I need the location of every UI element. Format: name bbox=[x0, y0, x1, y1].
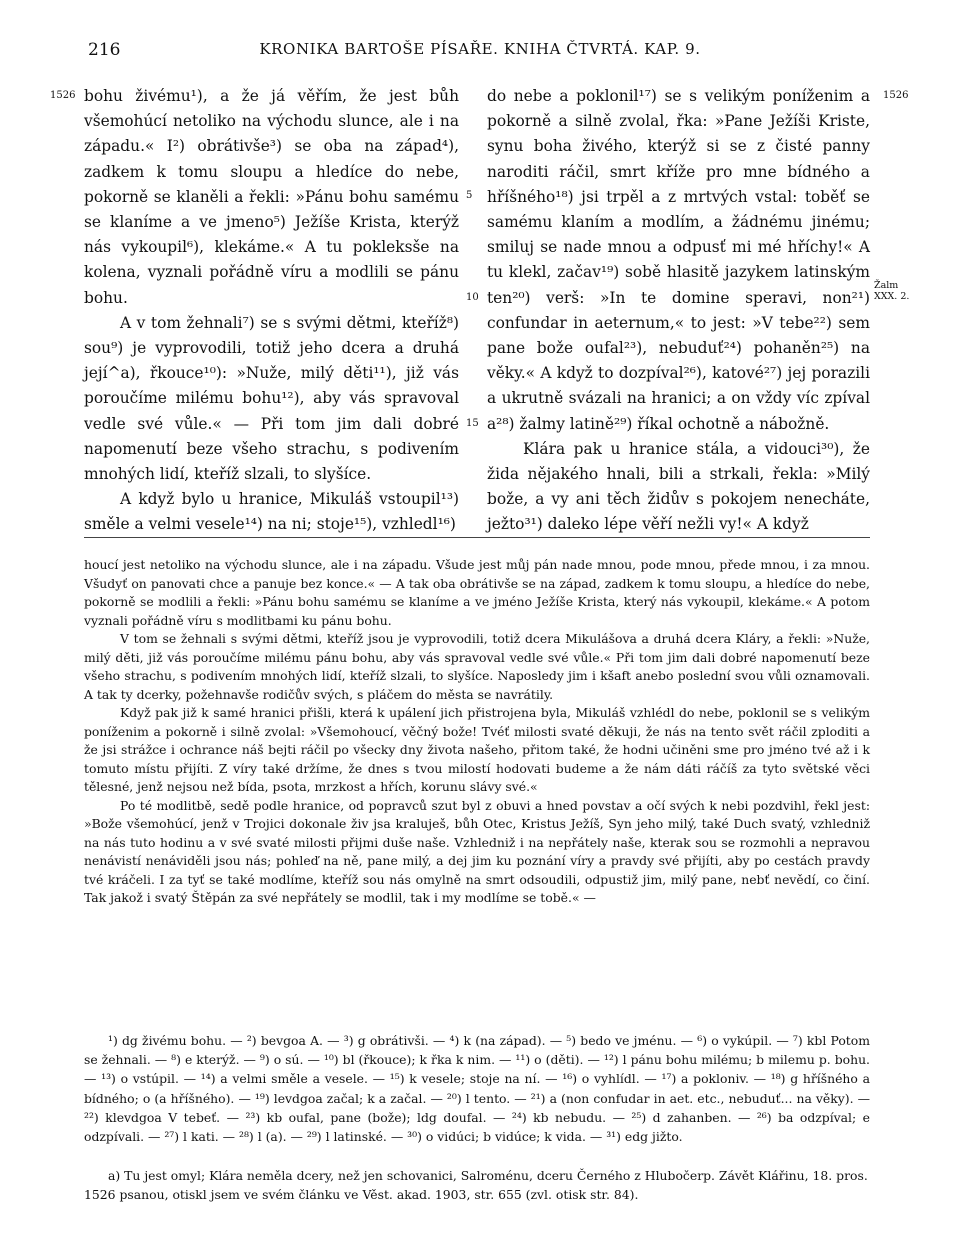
variant-readings: ¹) dg živému bohu. — ²) bevgoa A. — ³) g obrátivši. — ⁴) k (na západ). — ⁵) bedo ve jménu. — ⁶) o vykúpil. — ⁷) kbl Potom se žehnali. — ⁸) e kterýž. — ⁹) o sú. — ¹⁰) bl (řkouce); k řka k nim. — ¹¹) o (děti). — ¹²) l pánu bohu milému; b milemu p. bohu. — ¹³) o vstúpil. — ¹⁴) a velmi směle a vesele. — ¹⁵) k vesele; stoje na ní. — ¹⁶) o vyhlídl. — ¹⁷) a pokloniv. — ¹⁸) g hříšného a bídného; o (a hříšného). — ¹⁹) levdgoa začal; k a začal. — ²⁰) l tento. — ²¹) a (non confudar in aet. etc., nebuduť... na věky). — ²²) klevdgoa V tebeť. — ²³) kb oufal, pane (bože); ldg doufal. — ²⁴) kb nebudu. — ²⁵) d zahanben. — ²⁶) ba odzpíval; e odzpívali. — ²⁷) l kati. — ²⁸) l (a). — ²⁹) l latinské. — ³⁰) o vidúci; b vidúce; k vida. — ³¹) edg jižto. bbox=[84, 1033, 870, 1145]
line-number-15: 15 bbox=[466, 418, 479, 429]
running-title: KRONIKA BARTOŠE PÍSAŘE. KNIHA ČTVRTÁ. KAP. 9. bbox=[259, 40, 701, 58]
right-paragraph-2: Klára pak u hranice stála, a vidouci³⁰), že žida nějakého hnali, bili a strkali, řekla: »Milý bože, a vy ani těch židův s pokojem nenecháte, ježto³¹) daleko lépe věří nežli vy!« A když bbox=[487, 439, 870, 534]
psalm-reference: Žalm XXX. 2. bbox=[874, 280, 910, 302]
left-paragraph-1: bohu živému¹), a že já věřím, že jest bůh všemohúcí netoliko na východu slunce, ale i na západu.« I²) obrátivše³) se oba na západ⁴), zadkem k tomu sloupu a hledíce do nebe, pokorně se klaněli a řekli: »Pánu bohu samému se klaníme a ve jmeno⁵) Ježíše Krista, kterýž nás vykoupil⁶), klekáme.« A tu pokleksše na kolena, vyznali pořádně víru a modlili se pánu bohu. bbox=[84, 87, 459, 307]
line-number-5: 5 bbox=[466, 190, 473, 201]
parallel-paragraph-1: houcí jest netoliko na východu slunce, ale i na západu. Všude jest můj pán nade mnou, pode mnou, přede mnou, i za mnou. Všudyť on panovati chce a panuje bez konce.« — A tak oba obrátivše se na západ, zadkem k tomu sloupu, a hledíce do nebe, pokorně se modlili a řekli: »Pánu bohu samému se klaníme a ve jméno Ježíše Krista, který nás vykoupil, klekáme.« A potom vyznali pořádně víru s modlitbami ku pánu bohu. bbox=[84, 557, 870, 628]
page-header bbox=[80, 40, 880, 64]
right-paragraph-1: do nebe a poklonil¹⁷) se s velikým poníženim a pokorně a silně zvolal, řka: »Pane Ježíši Kriste, synu boha živého, kterýž si se z čisté panny naroditi ráčil, smrt kříže pro mne bídného a hříšného¹⁸) jsi trpěl a z mrtvých vstal: toběť se samému klaním a modlím, a žádnému jinému; smiluj se nade mnou a odpusť mi mé hříchy!« A tu klekl, začav¹⁹) sobě hlasitě jazykem latinským ten²⁰) verš: »In te domine speravi, non²¹) confundar in aeternum,« to jest: »V tebe²²) sem pane bože oufal²³), nebuduť²⁴) pohaněn²⁵) na věky.« A když to dozpíval²⁶), katové²⁷) jej porazili a ukrutně svázali na hranici; a on vždy víc zpíval a²⁸) žalmy latině²⁹) říkal ochotně a nábožně. bbox=[487, 87, 870, 433]
left-column bbox=[84, 84, 459, 538]
line-number-10: 10 bbox=[466, 292, 479, 303]
parallel-paragraph-4: Po té modlitbě, sedě podle hranice, od popravců szut byl z obuvi a hned povstav a očí svých k nebi pozdvihl, řekl jest: »Bože všemohúcí, jenž v Trojici dokonale živ jsa kraluješ, bůh Otec, Kristus Ježíš, Syn jeho milý, také Duch svatý, vzhledniž na nás tuto hodinu a v své svaté milosti přijmi duše naše. Vzhledniž i na nepřátely naše, kterak sou se rozmohli a nepravou nenávistí nenáviděli jsou nás; pohleď na ně, pane milý, a dej jim ku poznání víry a pravdy své přijíti, aby po cestách pravdy tvé kráčeli. I za tyť se také modlíme, kteříž sou nás omylně na smrt odsoudili, odpustiž jim, milý pane, nebť nevědí, co činí. Tak jakož i svatý Štěpán za své nepřátely se modlil, tak i my modlíme se tobě.« — bbox=[84, 797, 870, 905]
margin-year-right: 1526 bbox=[883, 90, 909, 101]
parallel-text bbox=[84, 556, 870, 908]
right-column bbox=[487, 84, 870, 538]
footnote-a: a) Tu jest omyl; Klára neměla dcery, než jen schovanici, Salroménu, dceru Černého z Hlubočerp. Závět Klářinu, 18. pros. 1526 psanou, otiskl jsem ve svém článku ve Věst. akad. 1903, str. 655 (zvl. otisk str. 84). bbox=[84, 1168, 868, 1202]
editorial-footnote bbox=[84, 1166, 870, 1204]
separator-rule bbox=[84, 537, 870, 538]
margin-year-left: 1526 bbox=[50, 90, 76, 101]
parallel-paragraph-2: V tom se žehnali s svými dětmi, kteříž jsou je vyprovodili, totiž dcera Mikulášova a druhá dcera Kláry, a řekli: »Nuže, milý děti, již vás poroučíme milému pánu bohu, aby vás spravoval vedle své vůle.« Při tom jim dali dobré napomenutí beze všeho strachu, s podivením mnohých lidí, kteříž slzali, to slyšíce. Naposledy jim i kšaft anebo poslední svou vůli oznamovali. A tak ty dcerky, požehnavše rodičův svých, s pláčem do města se navrátily. bbox=[84, 631, 870, 702]
parallel-paragraph-3: Když pak již k samé hranici přišli, která k upálení jich přistrojena byla, Mikuláš vzhlédl do nebe, poklonil se s velikým poníženim a pokorně i silně zvolal: »Všemohoucí, věčný bože! Tvéť milosti svaté děkuji, že nás na tento svět ráčil zploditi a že jsi strážce i ochrance náš bejti ráčil po všecky dny života našeho, přitom také, že hodni učiněni sme pro jméno tvé až i k tomuto místu přijíti. Z víry také držíme, že dnes s tvou milostí hodovati budeme a že nám dáti ráčíš za tyto světské věci tělesné, jenž nejsou než bída, psota, mrzkost a hřích, korunu slávy své.« bbox=[84, 705, 870, 794]
variant-footnotes bbox=[84, 1031, 870, 1146]
left-paragraph-2: A v tom žehnali⁷) se s svými dětmi, kteříž⁸) sou⁹) je vyprovodili, totiž jeho dcera a druhá její^a), řkouce¹⁰): »Nuže, milý děti¹¹), již vás poroučíme milému bohu¹²), aby vás spravoval vedle své vůle.« — Při tom jim dali dobré napomenutí beze všeho strachu, s podivením mnohých lidí, kteříž slzali, to slyšíce. bbox=[84, 313, 459, 484]
page-number: 216 bbox=[88, 40, 121, 60]
left-paragraph-3: A když bylo u hranice, Mikuláš vstoupil¹³) směle a velmi vesele¹⁴) na ni; stoje¹⁵), vzhledl¹⁶) bbox=[84, 490, 459, 534]
